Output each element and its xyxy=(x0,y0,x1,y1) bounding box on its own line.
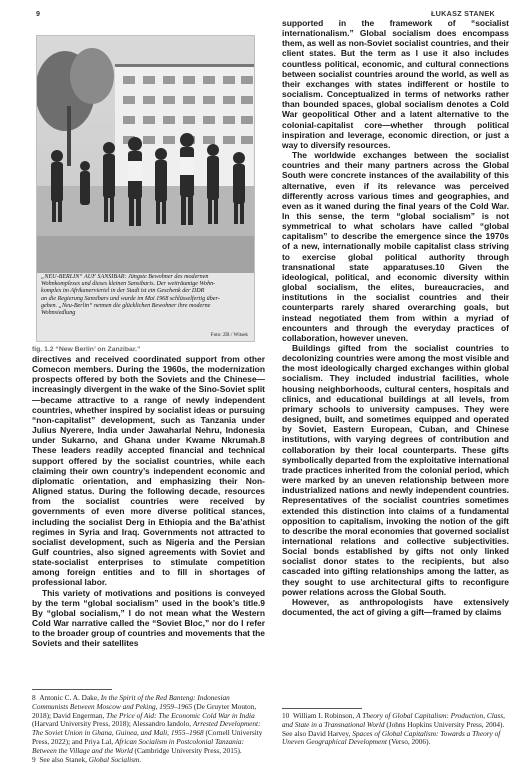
figure-number: fig. 1.2 xyxy=(32,346,54,353)
photo-image xyxy=(37,36,255,273)
footnote-text: (De Gruyter Mouton, 2018); David Engerman, xyxy=(32,701,257,720)
body-paragraph: This variety of motivations and positions is conveyed by the term “global socialism” used in the book’s title.9 By “global socialism,” I do not mean what the Western Cold War narrative called the “Soviet Bloc,” nor do I refer to the broader group of countries and movements that the Soviets and their satellites xyxy=(32,587,265,649)
footnote-text: (Johns Hopkins University Press, 2004). See also David Harvey, xyxy=(282,719,505,738)
footnote-text: William I. Robinson, xyxy=(292,711,357,720)
footnote-title: Global Socialism xyxy=(88,754,140,764)
figure-caption-text: “New Berlin’ on Zanzibar.” xyxy=(53,346,141,353)
left-column xyxy=(32,354,265,649)
footnotes-left xyxy=(32,694,265,764)
footnote xyxy=(32,694,265,756)
running-author: ŁUKASZ STANEK xyxy=(430,9,495,18)
footnote-rule xyxy=(282,708,362,709)
body-paragraph: supported in the framework of “socialist internationalism.” Global socialism does encompass them, as well as non-Soviet socialist countries, and their client states. But the term as I use it also includes countless political, economic, and cultural connections between socialist countries around the world, as well as their exchanges with states indifferent or hostile to socialism. Conceptualized in terms of networks rather than bounded spaces, global socialism denotes a Cold War geopolitical Other and a latent alternative to the colonial-capitalist core—whether through political inspiration and leverage, economic direction, or just a way to diversify resources. xyxy=(282,18,509,150)
body-paragraph: The worldwide exchanges between the socialist countries and their many partners across the Global South were concrete instances of the availability of this alternative, even if its relevance was perceived differently across various times and geographies, and even as it waned during the final years of the Cold War. In this sense, the term “global socialism” is not symmetrical to what scholars have called “global capitalism” to describe the emergence since the 1970s of a new, internationally mobile capitalist class striving to exercise global political authority through transnational state apparatuses.10 Given the ideological, political, and economic diversity within global socialism, the elites, bureaucracies, and institutions in the socialist countries and their counterparts rarely shared overarching goals, but instead negotiated them from within a myriad of encounters and through the everyday practices of collaboration, however uneven. xyxy=(282,150,509,343)
footnote-title: African Socialism in Postcolonial Tanzania: Between the Village and the World xyxy=(32,736,244,755)
print-caption-line: Wohnkomplexes und dieses kleinen Sansibaris. Der weiträumige Wohn- xyxy=(41,281,216,288)
print-caption-line: komplex im Afrikanerviertel in der Stadt ist ein Geschenk der DDR xyxy=(41,288,205,295)
footnote xyxy=(32,756,265,764)
footnote-rule xyxy=(32,689,112,690)
footnote-text: . xyxy=(139,754,142,764)
figure-photo xyxy=(36,35,255,342)
footnote-text: (Cornell University Press, 2022); and Priya Lal, xyxy=(32,728,263,746)
footnote-text: See also Stanek, xyxy=(39,754,89,764)
footnote-number: 10 xyxy=(282,711,290,720)
footnote xyxy=(282,712,509,747)
footnote-title: Arrested Development: The Soviet Union in Ghana, Guinea, and Mali, 1955–1968 xyxy=(32,719,261,738)
print-caption-line: „NEU-BERLIN“ AUF SANSIBAR: Jüngste Bewohner des modernen xyxy=(41,274,209,280)
footnote-number: 9 xyxy=(32,754,36,764)
footnote-text: (Verso, 2006). xyxy=(386,737,431,747)
footnote-number: 8 xyxy=(32,693,36,702)
photo-credit: Foto: ZB / Witsek xyxy=(210,332,248,338)
body-paragraph: directives and received coordinated support from other Comecon members. During the 1960s, the modernization prospects offered by both the Soviets and the Chinese—increasingly divergent in the wake of the Sino-Soviet split—became attractive to a range of newly independent countries, whether inspired by socialist ideas or pursuing “non-capitalist” development, such as Tanzania under Julius Nyerere, India under Jawaharlal Nehru, Indonesia under Sukarno, and Ghana under Kwame Nkrumah.8 These leaders readily accepted financial and technical support offered by the socialist countries, while each claiming their own country’s independent economic and diplomatic orientation, and emphasizing their Non-Aligned status. During the following decade, resources from the socialist countries were received by governments of even more diverse political stances, including the socialist Derg in Ethiopia and the Ba’athist regimes in Syria and Iraq. Governments not attracted to socialist development, such as Nigeria and the Persian Gulf countries, also signed agreements with Soviet and state-socialist enterprises to stimulate competition among foreign entities and to fill in shortages of professional labor. xyxy=(32,354,265,588)
body-paragraph: Buildings gifted from the socialist countries to decolonizing countries were among the most visible and the most ideologically charged exchanges within global socialism. They included industrial facilities, whole housing neighborhoods, cultural centers, hospitals and clinics, and educational buildings at all levels, from primary schools to university campuses. They were designed, built, and sometimes equipped and operated by Soviet, Eastern European, Cuban, and Chinese institutions, with varying degrees of contribution and collaboration by their local counterparts. These gifts symbolically departed from the exploitative international trade practices inherited from the colonial period, which were marked by an uneven relationship between more industrialized nations and newly independent countries. Representatives of the socialist countries sometimes extended this distinction into claims of a fundamental opposition to capitalism, invoking the notion of the gift to describe the moral economies that governed socialist international relations and collective subjectivities. Social bonds established by gifts not only linked socialist donor states to the recipients, but also cascaded into gifting relationships among the latter, as they sought to use architectural gifts to reconfigure power relations across the Global South. xyxy=(282,343,509,597)
footnote-title: The Price of Aid: The Economic Cold War in India xyxy=(106,710,255,720)
footnote-title: A Theory of Global Capitalism: Production, Class, and State in a Transnational World xyxy=(282,711,505,729)
footnote-title: Spaces of Global Capitalism: Towards a Theory of Uneven Geographical Development xyxy=(282,728,501,747)
print-caption xyxy=(41,274,252,317)
footnotes-right xyxy=(282,712,509,747)
right-column xyxy=(282,18,509,617)
print-caption-line: an die Regierung Sansibars und wurde im Mai 1968 schlüsselfertig über- xyxy=(41,295,220,302)
footnote-text: Antonic C. A. Dake, xyxy=(39,693,101,702)
print-caption-line: geben. „Neu-Berlin“ nennen die glücklichen Bewohner ihre moderne xyxy=(41,302,211,309)
page-number: 9 xyxy=(36,9,41,18)
figure-caption xyxy=(32,346,140,353)
footnote-text: (Harvard University Press, 2018); Alessandro Iandolo, xyxy=(32,719,193,729)
footnote-text: (Cambridge University Press, 2015). xyxy=(132,745,242,755)
print-caption-line: Wohnsiedlung xyxy=(41,310,76,317)
footnote-title: In the Spirit of the Red Banteng: Indonesian Communists Between Moscow and Peking, 1959–1965 xyxy=(32,693,230,711)
body-paragraph: However, as anthropologists have extensively documented, the act of giving a gift—framed by claims xyxy=(282,596,509,618)
